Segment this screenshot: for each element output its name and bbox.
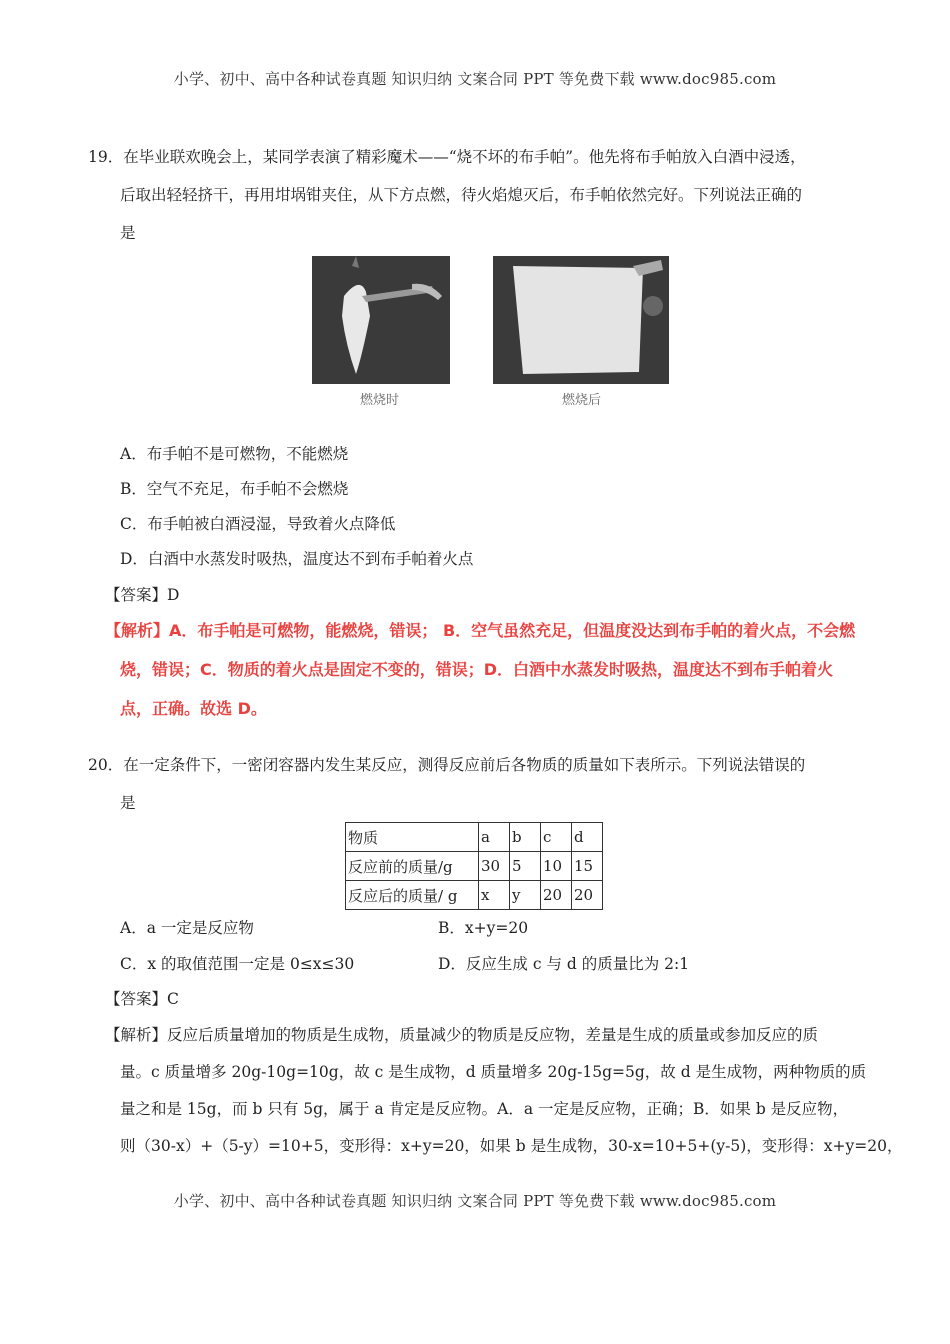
page-header: 小学、初中、高中各种试卷真题 知识归纳 文案合同 PPT 等免费下载 www.doc985.com [173,70,777,88]
page-footer: 小学、初中、高中各种试卷真题 知识归纳 文案合同 PPT 等免费下载 www.doc985.com [173,1192,777,1210]
q20-analysis-line2: 量。c 质量增多 20g-10g=10g，故 c 是生成物，d 质量增多 20g-15g=5g，故 d 是生成物，两种物质的质 [120,1063,867,1081]
photo-burning [312,256,450,384]
table-cell: y [510,881,541,910]
mass-table [345,822,603,910]
table-cell: 10 [541,852,572,881]
q19-option-c: C．布手帕被白酒浸湿，导致着火点降低 [120,515,396,533]
table-cell: c [541,823,572,852]
table-cell: 30 [479,852,510,881]
table-cell: x [479,881,510,910]
table-row [346,823,603,852]
q20-option-b: B．x+y=20 [438,919,529,937]
table-cell: 反应前的质量/g [346,852,479,881]
q20-option-d: D．反应生成 c 与 d 的质量比为 2:1 [438,955,690,973]
q20-option-c: C．x 的取值范围一定是 0≤x≤30 [120,955,355,973]
q20-answer: 【答案】C [105,990,179,1008]
q19-option-d: D．白酒中水蒸发时吸热，温度达不到布手帕着火点 [120,550,474,568]
q19-answer: 【答案】D [105,586,180,604]
q20-analysis-line4: 则（30-x）+（5-y）=10+5，变形得：x+y=20，如果 b 是生成物，30-x=10+5+(y-5)，变形得：x+y=20， [120,1137,903,1155]
table-cell: 物质 [346,823,479,852]
q19-option-a: A．布手帕不是可燃物，不能燃烧 [120,445,349,463]
q20-analysis-line1: 【解析】反应后质量增加的物质是生成物，质量减少的物质是反应物，差量是生成的质量或参加反应的质 [105,1026,819,1044]
table-cell: b [510,823,541,852]
q20-analysis-line3: 量之和是 15g，而 b 只有 5g，属于 a 肯定是反应物。A．a 一定是反应物，正确；B．如果 b 是反应物， [120,1100,849,1118]
q20-option-a: A．a 一定是反应物 [120,919,254,937]
q20-stem-line2: 是 [120,794,136,812]
photo-after-burning [493,256,669,384]
q19-analysis-text1: A．布手帕是可燃物，能燃烧，错误； B．空气虽然充足，但温度没达到布手帕的着火点，不会燃 [169,621,856,640]
table-cell: 反应后的质量/ g [346,881,479,910]
table-cell: 5 [510,852,541,881]
table-row [346,881,603,910]
q19-analysis-line1 [105,623,855,639]
table-cell: 20 [541,881,572,910]
q19-analysis-line3: 点，正确。故选 D。 [120,699,267,718]
table-cell: d [572,823,603,852]
caption-after-burning: 燃烧后 [562,393,602,408]
q19-stem-line1: 19．在毕业联欢晚会上，某同学表演了精彩魔术——“烧不坏的布手帕”。他先将布手帕放入白酒中浸透， [88,148,806,166]
q19-stem-line3: 是 [120,224,136,242]
q19-option-b: B．空气不充足，布手帕不会燃烧 [120,480,349,498]
q20-stem-line1: 20．在一定条件下，一密闭容器内发生某反应，测得反应前后各物质的质量如下表所示。下列说法错误的 [88,756,806,774]
table-cell: a [479,823,510,852]
q19-analysis-tag: 【解析】 [105,621,170,640]
table-cell: 15 [572,852,603,881]
q19-stem-line2: 后取出轻轻挤干，再用坩埚钳夹住，从下方点燃，待火焰熄灭后，布手帕依然完好。下列说法正确的 [120,186,803,204]
table-cell: 20 [572,881,603,910]
caption-burning: 燃烧时 [360,393,400,408]
q19-analysis-line2: 烧，错误；C．物质的着火点是固定不变的，错误；D．白酒中水蒸发时吸热，温度达不到布手帕着火 [120,660,834,679]
table-row [346,852,603,881]
